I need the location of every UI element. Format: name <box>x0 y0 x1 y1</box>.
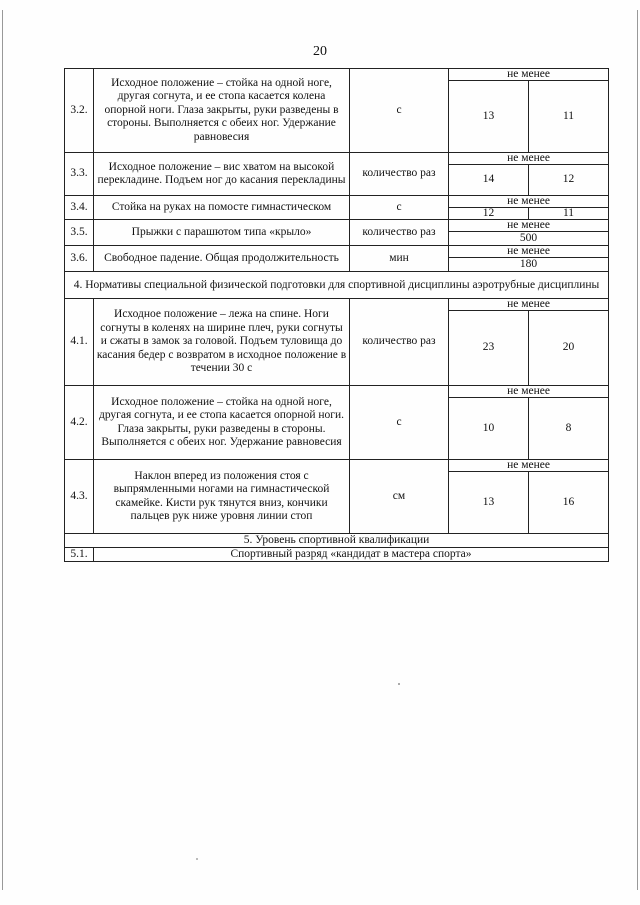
unit-cell: мин <box>350 246 449 272</box>
min-label: не менее <box>449 153 609 165</box>
table-row <box>65 548 609 562</box>
table-row <box>65 299 609 311</box>
exercise-description: Прыжки с парашютом типа «крыло» <box>94 220 350 246</box>
value-cell: 11 <box>529 208 609 220</box>
exercise-description: Исходное положение – вис хватом на высокой перекладине. Подъем ног до касания перекладины <box>94 153 350 196</box>
table-row <box>65 460 609 472</box>
table-row <box>65 220 609 232</box>
row-number: 5.1. <box>65 548 94 562</box>
value-cell: 13 <box>449 81 529 153</box>
unit-cell: с <box>350 69 449 153</box>
exercise-description: Исходное положение – лежа на спине. Ноги согнуты в коленях на ширине плеч, руки согнуты и сжаты в замок за головой. Подъем туловища до касания бедер с возвратом в исходное положение в течении 30 с <box>94 299 350 386</box>
value-cell: 20 <box>529 311 609 386</box>
value-cell: 16 <box>529 472 609 534</box>
min-label: не менее <box>449 69 609 81</box>
row-number: 4.2. <box>65 386 94 460</box>
section-heading: 4. Нормативы специальной физической подготовки для спортивной дисциплины аэротрубные дисциплины <box>65 272 609 299</box>
table-row <box>65 246 609 258</box>
value-cell: 13 <box>449 472 529 534</box>
table-row <box>65 69 609 81</box>
table-row <box>65 196 609 208</box>
unit-cell: количество раз <box>350 153 449 196</box>
min-label: не менее <box>449 460 609 472</box>
scan-edge-left <box>2 10 3 890</box>
row-number: 3.4. <box>65 196 94 220</box>
value-cell: 12 <box>529 165 609 196</box>
scan-speck <box>398 683 400 685</box>
table-row <box>65 153 609 165</box>
unit-cell: количество раз <box>350 299 449 386</box>
page-number: 20 <box>313 44 327 59</box>
value-cell: 10 <box>449 398 529 460</box>
row-number: 3.3. <box>65 153 94 196</box>
exercise-description: Стойка на руках на помосте гимнастическом <box>94 196 350 220</box>
unit-cell: количество раз <box>350 220 449 246</box>
section-heading: 5. Уровень спортивной квалификации <box>65 534 609 548</box>
exercise-description: Исходное положение – стойка на одной ногe, другая согнута, и ее стопа касается колена опорной ноги. Глаза закрыты, руки разведены в стороны. Выполняется с обеих ног. Удержание равновесия <box>94 69 350 153</box>
value-cell: 14 <box>449 165 529 196</box>
unit-cell: с <box>350 386 449 460</box>
value-cell: 8 <box>529 398 609 460</box>
value-cell: 12 <box>449 208 529 220</box>
value-cell: 500 <box>449 232 609 246</box>
value-cell: 180 <box>449 258 609 272</box>
row-number: 4.3. <box>65 460 94 534</box>
exercise-description: Свободное падение. Общая продолжительность <box>94 246 350 272</box>
row-number: 4.1. <box>65 299 94 386</box>
table-row <box>65 534 609 548</box>
value-cell: 11 <box>529 81 609 153</box>
qualification-description: Спортивный разряд «кандидат в мастера спорта» <box>94 548 609 562</box>
exercise-description: Наклон вперед из положения стоя с выпрямленными ногами на гимнастической скамейке. Кисти рук тянутся вниз, кончики пальцев рук ниже уровня линии стоп <box>94 460 350 534</box>
min-label: не менее <box>449 196 609 208</box>
norms-table <box>64 68 609 562</box>
min-label: не менее <box>449 386 609 398</box>
table-row <box>65 386 609 398</box>
min-label: не менее <box>449 299 609 311</box>
row-number: 3.6. <box>65 246 94 272</box>
scan-speck <box>196 858 198 860</box>
value-cell: 23 <box>449 311 529 386</box>
row-number: 3.5. <box>65 220 94 246</box>
min-label: не менее <box>449 220 609 232</box>
table-row <box>65 272 609 299</box>
row-number: 3.2. <box>65 69 94 153</box>
min-label: не менее <box>449 246 609 258</box>
exercise-description: Исходное положение – стойка на одной ноге, другая согнута, и ее стопа касается опорной ноги. Глаза закрыты, руки разведены в стороны. Выполняется с обеих ног. Удержание равновесия <box>94 386 350 460</box>
unit-cell: см <box>350 460 449 534</box>
scan-edge-right <box>637 10 638 890</box>
unit-cell: с <box>350 196 449 220</box>
